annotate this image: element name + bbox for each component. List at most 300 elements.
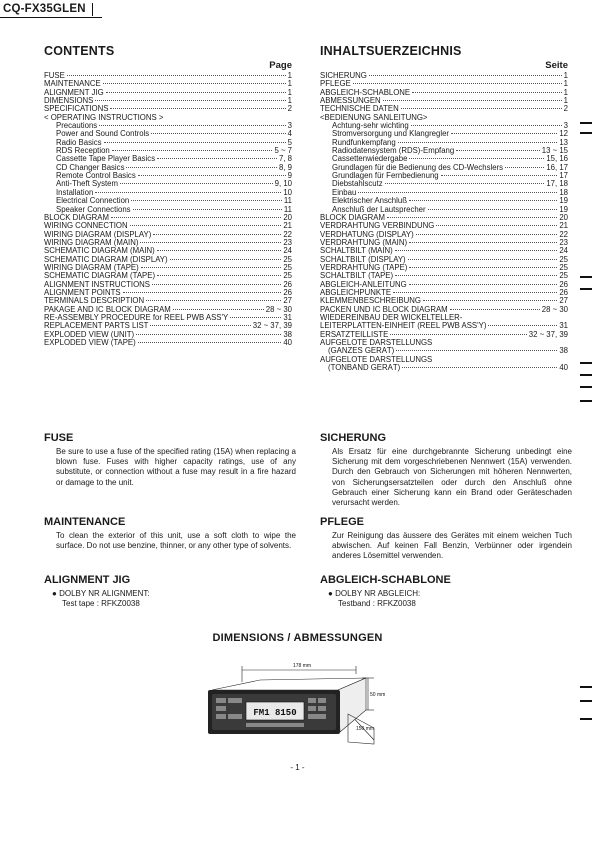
toc-leader: [173, 309, 264, 310]
toc-item-page: 21: [559, 222, 568, 231]
toc-item: [44, 197, 292, 205]
toc-item-title: SCHALTBILT (MAIN): [320, 247, 393, 256]
toc-item: [44, 97, 292, 105]
toc-item-title: REPLACEMENT PARTS LIST: [44, 322, 149, 331]
toc-item: [320, 130, 568, 138]
toc-leader: [123, 292, 282, 293]
toc-item-page: 23: [559, 238, 568, 247]
toc-leader: [141, 267, 282, 268]
toc-leader: [423, 300, 557, 301]
toc-leader: [505, 167, 544, 168]
toc-item: [320, 256, 568, 264]
toc-leader: [130, 225, 282, 226]
toc-leader: [353, 83, 562, 84]
toc-item-page: 20: [283, 213, 292, 222]
toc-item-title: SCHEMATIC DIAGRAM (DISPLAY): [44, 255, 168, 264]
toc-leader: [450, 309, 540, 310]
toc-item-page: 24: [283, 247, 292, 256]
toc-item-page: 22: [283, 230, 292, 239]
toc-leader: [146, 300, 281, 301]
toc-item-page: 1: [287, 80, 292, 89]
toc-item-page: 2: [563, 105, 568, 114]
toc-leader: [409, 158, 544, 159]
toc-item-page: 5: [287, 138, 292, 147]
dimensions-figure: [198, 652, 398, 752]
alignment-jig-title: ALIGNMENT JIG: [44, 574, 131, 586]
toc-item-title: <BEDIENUNG SANLEITUNG>: [320, 113, 428, 122]
toc-item-title: DIMENSIONS: [44, 97, 94, 106]
toc-item-title: SCHEMATIC DIAGRAM (TAPE): [44, 272, 156, 281]
toc-item-title: ABGLEICHPUNKTE: [320, 288, 392, 297]
toc-item: [44, 155, 292, 163]
toc-item-title: Cassette Tape Player Basics: [56, 155, 156, 164]
toc-item-title: KLEMMENBESCHREIBUNG: [320, 297, 421, 306]
toc-item: [320, 80, 568, 88]
contents-title: CONTENTS: [44, 44, 115, 58]
toc-item: [44, 222, 292, 230]
toc-item-page: 16, 17: [546, 163, 568, 172]
toc-item-page: 25: [283, 255, 292, 264]
toc-item: [44, 206, 292, 214]
toc-item-page: 18: [559, 188, 568, 197]
toc-item: [44, 331, 292, 339]
toc-item-title: TECHNISCHE DATEN: [320, 105, 399, 114]
toc-leader: [402, 367, 557, 368]
toc-item-title: RDS Reception: [56, 147, 110, 156]
toc-item-title: Einbau: [332, 188, 357, 197]
toc-item: [320, 114, 568, 122]
toc-item-page: 25: [283, 263, 292, 272]
toc-item: [320, 306, 568, 314]
toc-item: [320, 272, 568, 280]
toc-item: [44, 231, 292, 239]
toc-item-title: ABGLEICH-ANLEITUNG: [320, 280, 407, 289]
toc-item: [320, 347, 568, 355]
alignment-jig-line1: ● DOLBY NR ALIGNMENT:: [52, 589, 150, 598]
toc-item-page: 28 ~ 30: [541, 305, 568, 314]
toc-item-page: 1: [287, 97, 292, 106]
toc-item-page: 1: [563, 80, 568, 89]
toc-item: [320, 164, 568, 172]
toc-item-page: 26: [559, 280, 568, 289]
toc-item-page: 32 ~ 37, 39: [252, 322, 292, 331]
toc-item: [44, 289, 292, 297]
toc-leader: [133, 209, 282, 210]
toc-item-title: Cassettenwiedergabe: [332, 155, 408, 164]
toc-item-page: 19: [559, 205, 568, 214]
maintenance-text: To clean the exterior of this unit, use a soft cloth to wipe the surface. Do not use benzine, thinner, or any other type of solvents.: [56, 531, 296, 551]
toc-item-title: Rundfunkempfang: [332, 138, 396, 147]
toc-item-page: 24: [559, 247, 568, 256]
toc-item-title: (TONBAND GERÄT): [328, 364, 401, 373]
toc-item-title: EXPLODED VIEW (UNIT): [44, 330, 135, 339]
toc-item: [44, 214, 292, 222]
toc-item-page: 25: [559, 263, 568, 272]
toc-item-page: 40: [559, 364, 568, 373]
toc-leader: [412, 92, 562, 93]
toc-leader: [369, 75, 562, 76]
toc-item: [320, 89, 568, 97]
contents-title-german: INHALTSUERZEICHNIS: [320, 44, 462, 58]
maintenance-title: MAINTENANCE: [44, 516, 126, 528]
toc-leader: [385, 183, 545, 184]
toc-leader: [409, 284, 558, 285]
toc-item: [320, 214, 568, 222]
toc-item-page: 1: [287, 88, 292, 97]
toc-leader: [170, 259, 282, 260]
toc-item-title: VERDRAHTUNG (TAPE): [320, 263, 408, 272]
toc-leader: [150, 325, 250, 326]
toc-leader: [95, 100, 285, 101]
toc-item-page: 21: [283, 222, 292, 231]
toc-item-page: 13 ~ 15: [541, 147, 568, 156]
toc-item-title: Remote Control Basics: [56, 172, 136, 181]
toc-item: [44, 130, 292, 138]
toc-item-title: Anschluß der Lautsprecher: [332, 205, 426, 214]
toc-item: [44, 306, 292, 314]
toc-item-title: PAKAGE AND IC BLOCK DIAGRAM: [44, 305, 171, 314]
toc-item: [320, 122, 568, 130]
toc-item: [44, 147, 292, 155]
toc-item: [44, 272, 292, 280]
model-number: CQ-FX35GLEN: [3, 3, 93, 16]
toc-item: [320, 331, 568, 339]
toc-leader: [358, 192, 557, 193]
toc-item: [44, 189, 292, 197]
toc-item-page: 22: [559, 230, 568, 239]
toc-item-page: 25: [559, 255, 568, 264]
toc-item-title: Power and Sound Controls: [56, 130, 150, 139]
margin-mark: [580, 718, 592, 720]
page-number: - 1 -: [290, 763, 305, 772]
toc-item-title: VERDRAHTUNG VERBINDUNG: [320, 222, 435, 231]
toc-item: [320, 339, 568, 347]
toc-leader: [409, 200, 557, 201]
toc-item-title: Diebstahlscutz: [332, 180, 383, 189]
depth-label: 150 mm: [356, 726, 375, 732]
toc-item: [320, 314, 568, 322]
toc-item-page: 38: [283, 330, 292, 339]
sicherung-title: SICHERUNG: [320, 432, 387, 444]
toc-item-page: 9: [287, 172, 292, 181]
toc-item: [320, 155, 568, 163]
toc-item-page: 17: [559, 172, 568, 181]
toc-item: [320, 197, 568, 205]
toc-item-title: Electrical Connection: [56, 197, 130, 206]
toc-leader: [157, 275, 281, 276]
toc-item-title: MAINTENANCE: [44, 80, 101, 89]
toc-item: [44, 164, 292, 172]
toc-item-page: 5 ~ 7: [274, 147, 292, 156]
toc-leader: [138, 175, 286, 176]
toc-item-page: 3: [563, 122, 568, 131]
toc-leader: [126, 167, 277, 168]
toc-item-title: VERDRAHTUNG (MAIN): [320, 238, 408, 247]
toc-item: [320, 264, 568, 272]
abgleich-line1: ● DOLBY NR ABGLEICH:: [328, 589, 421, 598]
margin-mark: [580, 132, 592, 134]
toc-item-title: AUFGELÖTE DARSTELLUNGS: [320, 339, 433, 347]
toc-item-page: 32 ~ 37, 39: [528, 330, 568, 339]
toc-leader: [104, 142, 286, 143]
toc-item-title: WIRING DIAGRAM (TAPE): [44, 263, 139, 272]
fuse-section: [44, 432, 296, 488]
toc-leader: [383, 100, 562, 101]
toc-leader: [157, 158, 277, 159]
toc-item-page: 10: [283, 188, 292, 197]
margin-mark: [580, 686, 592, 688]
toc-list-english: [44, 72, 292, 347]
toc-item: [320, 139, 568, 147]
toc-item: [320, 72, 568, 80]
toc-item-title: SICHERUNG: [320, 72, 367, 80]
toc-item-title: RE-ASSEMBLY PROCEDURE for REEL PWB ASS'Y: [44, 313, 229, 322]
toc-leader: [103, 83, 286, 84]
toc-item-page: 9, 10: [274, 180, 292, 189]
toc-item: [44, 281, 292, 289]
toc-item-page: 31: [283, 313, 292, 322]
toc-leader: [157, 250, 282, 251]
toc-item-title: ABMESSUNGEN: [320, 97, 381, 106]
alignment-jig-section: [44, 574, 296, 609]
toc-leader: [152, 284, 281, 285]
toc-leader: [396, 350, 557, 351]
toc-item-page: 23: [283, 238, 292, 247]
toc-item: [44, 114, 292, 122]
toc-item: [320, 356, 568, 364]
toc-leader: [411, 125, 562, 126]
toc-item-title: Anti-Theft System: [56, 180, 118, 189]
toc-item: [44, 72, 292, 80]
toc-item-title: ABGLEICH-SCHABLONE: [320, 88, 411, 97]
toc-item-title: SPECIFICATIONS: [44, 105, 109, 114]
toc-item: [320, 297, 568, 305]
fuse-title: FUSE: [44, 432, 74, 444]
page-column-label-german: Seite: [545, 60, 568, 71]
toc-item-page: 19: [559, 197, 568, 206]
pflege-section: [320, 516, 572, 562]
toc-item: [44, 139, 292, 147]
toc-item: [320, 231, 568, 239]
width-label: 178 mm: [292, 663, 312, 669]
toc-item: [320, 289, 568, 297]
toc-item-title: Installation: [56, 188, 94, 197]
toc-item: [320, 180, 568, 188]
toc-leader: [416, 234, 558, 235]
margin-mark: [580, 400, 592, 402]
toc-item: [44, 322, 292, 330]
toc-item-title: LEITERPLATTEN-EINHEIT (REEL PWB ASS'Y): [320, 322, 487, 331]
toc-item: [320, 189, 568, 197]
toc-item-page: 1: [563, 72, 568, 80]
toc-item: [44, 122, 292, 130]
toc-item-page: 40: [283, 339, 292, 347]
toc-item-title: WIRING DIAGRAM (MAIN): [44, 238, 139, 247]
toc-item: [44, 314, 292, 322]
toc-leader: [106, 92, 286, 93]
toc-item-title: < OPERATING INSTRUCTIONS >: [44, 113, 164, 122]
margin-mark: [580, 276, 592, 278]
toc-leader: [409, 242, 557, 243]
toc-leader: [138, 342, 282, 343]
toc-item-page: 11: [283, 197, 292, 206]
toc-leader: [436, 225, 557, 226]
toc-item-page: 38: [559, 347, 568, 356]
toc-item-title: Radiodatensystem (RDS)-Empfang: [332, 147, 455, 156]
pflege-text: Zur Reinigung das äussere des Gerätes mit einem weichen Tuch abwischen. Auf keinen Fall Benzin, Verbünner oder irgendein anderes Lösemittel verwenden.: [332, 531, 572, 561]
toc-item: [44, 339, 292, 347]
toc-item-page: 13: [559, 138, 568, 147]
toc-item-page: 1: [287, 72, 292, 80]
toc-item-page: 20: [559, 213, 568, 222]
toc-leader: [387, 217, 557, 218]
toc-item-page: 2: [287, 105, 292, 114]
toc-item-title: WIRING CONNECTION: [44, 222, 128, 231]
toc-item-title: Precautions: [56, 122, 98, 131]
margin-mark: [580, 362, 592, 364]
contents-german: [320, 44, 568, 372]
toc-item-page: 7, 8: [278, 155, 292, 164]
abgleich-line1-text: DOLBY NR ABGLEICH:: [335, 589, 421, 598]
toc-leader: [395, 275, 557, 276]
toc-leader: [398, 142, 558, 143]
toc-leader: [110, 108, 285, 109]
toc-leader: [151, 133, 285, 134]
toc-item: [320, 147, 568, 155]
page-column-label: Page: [269, 60, 292, 71]
toc-leader: [451, 133, 557, 134]
margin-mark: [580, 386, 592, 388]
toc-item: [320, 97, 568, 105]
toc-leader: [153, 234, 281, 235]
toc-item-title: ALIGNMENT INSTRUCTIONS: [44, 280, 150, 289]
toc-item: [320, 222, 568, 230]
toc-item: [44, 89, 292, 97]
toc-leader: [395, 250, 558, 251]
toc-item-title: ERSATZTEILLISTE: [320, 330, 389, 339]
toc-item-page: 26: [283, 288, 292, 297]
toc-item-title: Radio Basics: [56, 138, 102, 147]
toc-item: [320, 206, 568, 214]
toc-leader: [428, 209, 558, 210]
toc-leader: [409, 267, 557, 268]
toc-item: [320, 322, 568, 330]
toc-leader: [456, 150, 540, 151]
toc-item: [44, 105, 292, 113]
toc-list-german: [320, 72, 568, 372]
toc-leader: [95, 192, 281, 193]
toc-item-title: AUFGELÖTE DARSTELLUNGS: [320, 355, 433, 364]
toc-item: [44, 239, 292, 247]
toc-item-title: (GANZES GERÄT): [328, 347, 395, 356]
toc-item: [44, 264, 292, 272]
toc-item-title: TERMINALS DESCRIPTION: [44, 297, 145, 306]
toc-item-title: PFLEGE: [320, 80, 351, 89]
abgleich-line2: Testband : RFKZ0038: [338, 599, 416, 608]
abgleich-title: ABGLEICH-SCHABLONE: [320, 574, 451, 586]
toc-item: [44, 247, 292, 255]
toc-item-title: WIRING DIAGRAM (DISPLAY): [44, 230, 152, 239]
toc-item: [320, 247, 568, 255]
toc-item-title: ALIGNMENT POINTS: [44, 288, 121, 297]
toc-item-page: 26: [283, 280, 292, 289]
toc-leader: [230, 317, 281, 318]
toc-item-title: PACKEN UND IC BLOCK DIAGRAM: [320, 305, 448, 314]
toc-item: [44, 180, 292, 188]
pflege-title: PFLEGE: [320, 516, 365, 528]
toc-item-title: BLOCK DIAGRAM: [44, 213, 109, 222]
toc-leader: [120, 183, 273, 184]
height-label: 50 mm: [370, 692, 386, 698]
margin-mark: [580, 122, 592, 124]
toc-item-page: 27: [559, 297, 568, 306]
alignment-jig-line2: Test tape : RFKZ0038: [62, 599, 140, 608]
toc-item-title: SCHALTBILT (DISPLAY): [320, 255, 406, 264]
toc-item-page: 26: [559, 288, 568, 297]
toc-item-title: Speaker Connections: [56, 205, 131, 214]
toc-item-title: SCHEMATIC DIAGRAM (MAIN): [44, 247, 155, 256]
toc-item: [320, 281, 568, 289]
toc-item: [44, 172, 292, 180]
toc-item: [320, 239, 568, 247]
toc-item: [44, 80, 292, 88]
toc-item-title: CD Changer Basics: [56, 163, 125, 172]
toc-item-page: 8, 9: [278, 163, 292, 172]
toc-leader: [408, 259, 558, 260]
toc-item: [320, 364, 568, 372]
toc-item-title: Stromversorgung und Klangregler: [332, 130, 450, 139]
toc-item: [44, 256, 292, 264]
toc-item-page: 31: [559, 322, 568, 331]
unit-side-face: [338, 678, 366, 732]
toc-item-title: ALIGNMENT JIG: [44, 88, 104, 97]
toc-item-page: 15, 16: [546, 155, 568, 164]
sicherung-text: Als Ersatz für eine durchgebrannte Sicherung unbedingt eine Sicherung mit dem vorgeschriebenen Nennwert (15A) verwenden. Durch den Gebrauch von Sicherungen mit höheren Nennwerten, von Sicherungsersatzteilen oder durch den Anschluß ohne Gebrauch einer Sicherung kann ein Brand oder Geräteschaden verursacht werden.: [332, 447, 572, 508]
toc-item-page: 3: [287, 122, 292, 131]
dimensions-title: DIMENSIONS / ABMESSUNGEN: [212, 632, 383, 644]
toc-leader: [131, 200, 282, 201]
toc-leader: [140, 242, 281, 243]
fuse-text: Be sure to use a fuse of the specified rating (15A) when replacing a blown fuse. Fuses with higher capacity ratings, use of any substitute, or connection without a fuse may result in a fire hazard or damage to the unit.: [56, 447, 296, 487]
toc-item-title: Achtung-sehr wichting: [332, 122, 409, 131]
toc-item-title: Grundlagen für die Bedienung des CD-Wechslers: [332, 163, 504, 172]
toc-item-page: 25: [559, 272, 568, 281]
toc-leader: [67, 75, 286, 76]
toc-item-page: 1: [563, 97, 568, 106]
toc-leader: [99, 125, 285, 126]
toc-leader: [111, 217, 281, 218]
toc-leader: [390, 334, 526, 335]
toc-leader: [488, 325, 557, 326]
toc-leader: [441, 175, 558, 176]
toc-item: [320, 105, 568, 113]
header-rule: [0, 17, 102, 18]
toc-item-page: 28 ~ 30: [265, 305, 292, 314]
toc-item-title: FUSE: [44, 72, 65, 80]
margin-mark: [580, 700, 592, 702]
margin-mark: [580, 374, 592, 376]
toc-item-title: Elektrischer Anschluß: [332, 197, 407, 206]
toc-item-page: 4: [287, 130, 292, 139]
display-readout: FM1 8150: [253, 708, 297, 718]
toc-item-page: 27: [283, 297, 292, 306]
toc-item: [44, 297, 292, 305]
toc-item-title: Grundlagen für Fernbedienung: [332, 172, 439, 181]
abgleich-section: [320, 574, 572, 609]
toc-item-title: BLOCK DIAGRAM: [320, 213, 385, 222]
toc-leader: [401, 108, 562, 109]
toc-item-page: 11: [283, 205, 292, 214]
